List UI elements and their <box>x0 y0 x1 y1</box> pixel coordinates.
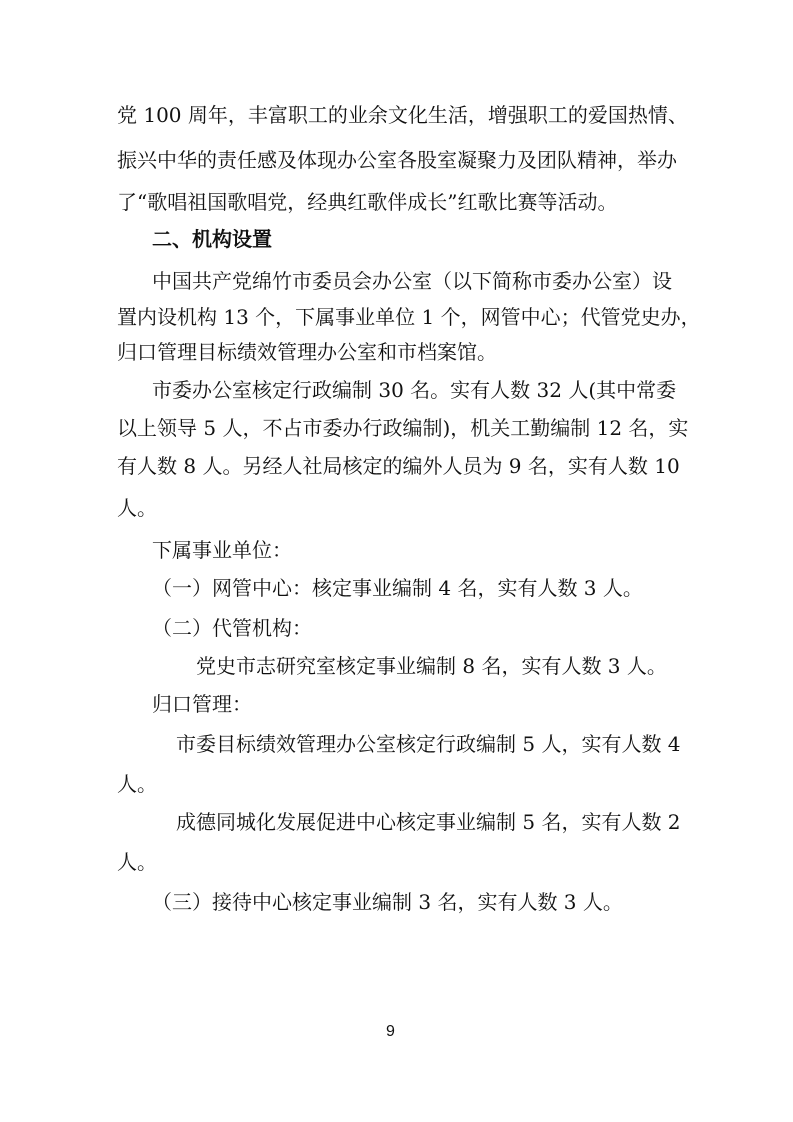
intro-line-1: 党 100 周年，丰富职工的业余文化生活，增强职工的爱国热情、 <box>117 103 688 127</box>
managed-one-line-1: 市委目标绩效管理办公室核定行政编制 5 人，实有人数 4 <box>176 732 681 756</box>
staffing-line-1: 市委办公室核定行政编制 30 名。实有人数 32 人(其中常委 <box>152 378 677 402</box>
intro-line-2: 振兴中华的责任感及体现办公室各股室凝聚力及团队精神，举办 <box>117 148 677 172</box>
staffing-line-3: 有人数 8 人。另经人社局核定的编外人员为 9 名，实有人数 10 <box>117 454 680 478</box>
section-heading: 二、机构设置 <box>152 227 272 251</box>
item-three: （三）接待中心核定事业编制 3 名，实有人数 3 人。 <box>152 890 623 914</box>
staffing-line-2: 以上领导 5 人，不占市委办行政编制)，机关工勤编制 12 名，实 <box>117 416 689 440</box>
managed-one-line-2: 人。 <box>117 772 157 796</box>
item-two-detail: 党史市志研究室核定事业编制 8 名，实有人数 3 人。 <box>196 654 667 678</box>
item-two: （二）代管机构： <box>152 616 312 640</box>
staffing-line-4: 人。 <box>117 496 157 520</box>
subordinate-heading: 下属事业单位： <box>152 538 292 562</box>
org-paragraph-line-2: 置内设机构 13 个，下属事业单位 1 个，网管中心；代管党史办， <box>117 305 701 329</box>
org-paragraph-line-1: 中国共产党绵竹市委员会办公室（以下简称市委办公室）设 <box>152 269 672 293</box>
item-one: （一）网管中心：核定事业编制 4 名，实有人数 3 人。 <box>152 576 643 600</box>
managed-heading: 归口管理： <box>152 692 252 716</box>
intro-line-3: 了“歌唱祖国歌唱党，经典红歌伴成长”红歌比赛等活动。 <box>117 190 618 214</box>
org-paragraph-line-3: 归口管理目标绩效管理办公室和市档案馆。 <box>117 340 497 364</box>
managed-two-line-2: 人。 <box>117 850 157 874</box>
managed-two-line-1: 成德同城化发展促进中心核定事业编制 5 名，实有人数 2 <box>176 810 681 834</box>
page-number: 9 <box>386 1023 395 1040</box>
